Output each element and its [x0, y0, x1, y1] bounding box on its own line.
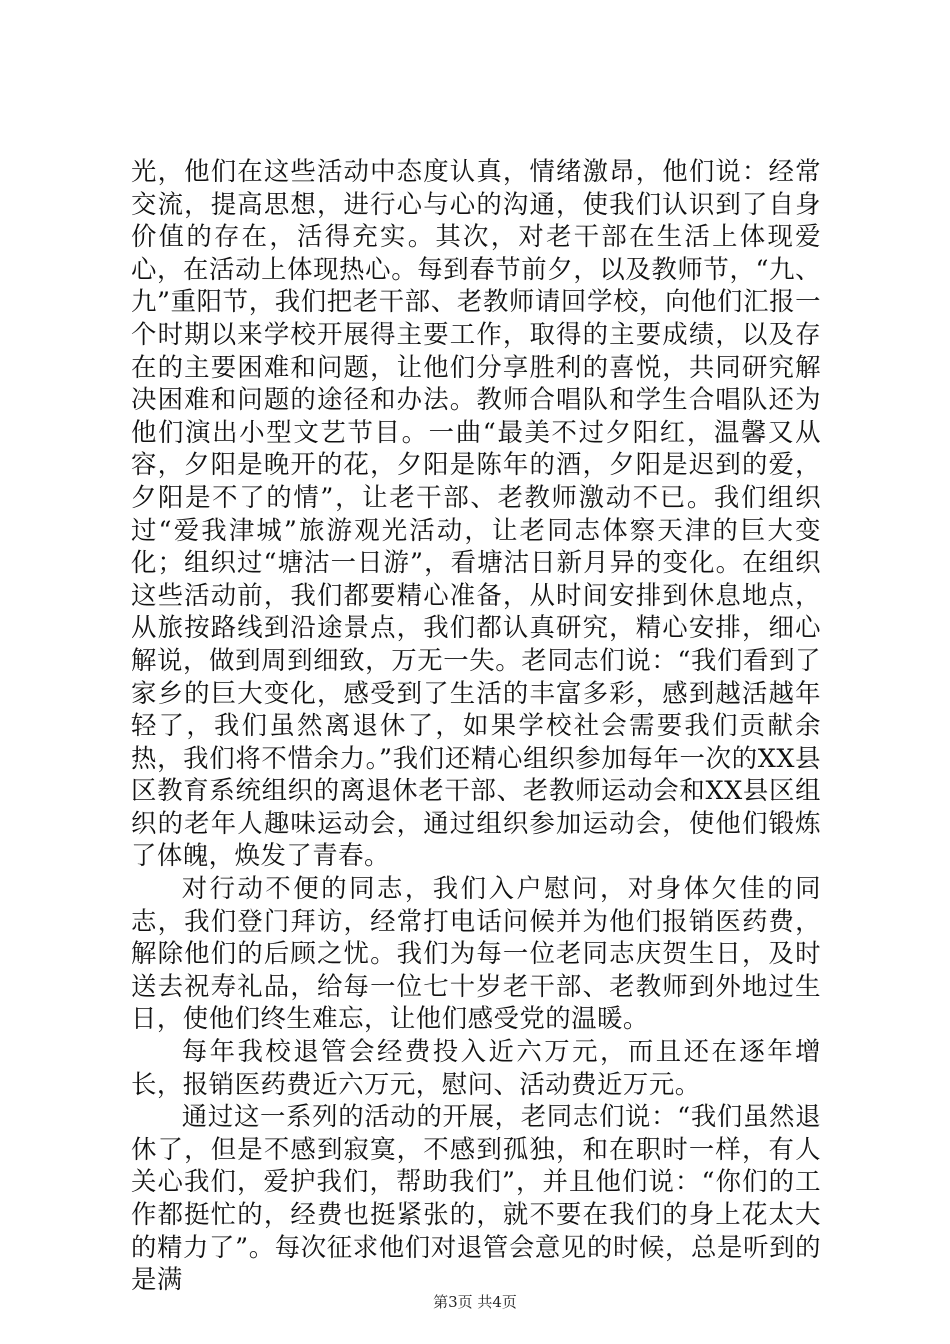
page-number-footer: 第3页 共4页: [433, 1293, 517, 1311]
paragraph-4: 通过这一系列的活动的开展，老同志们说：“我们虽然退休了，但是不感到寂寞，不感到孤独，和在职时一样，有人关心我们，爱护我们，帮助我们”，并且他们说：“你们的工作都挺忙的，经费也挺紧张的，就不要在我们的身上花太大的精力了”。每次征求他们对退管会意见的时候，总是听到的是满: [131, 1101, 821, 1295]
document-body: [131, 155, 821, 1296]
paragraph-1: 光，他们在这些活动中态度认真，情绪激昂，他们说：经常交流，提高思想，进行心与心的沟通，使我们认识到了自身价值的存在，活得充实。其次，对老干部在生活上体现爱心，在活动上体现热心。每到春节前夕，以及教师节，“九、九”重阳节，我们把老干部、老教师请回学校，向他们汇报一个时期以来学校开展得主要工作，取得的主要成绩，以及存在的主要困难和问题，让他们分享胜利的喜悦，共同研究解决困难和问题的途径和办法。教师合唱队和学生合唱队还为他们演出小型文艺节目。一曲“最美不过夕阳红，温馨又从容，夕阳是晚开的花，夕阳是陈年的酒，夕阳是迟到的爱，夕阳是不了的情”，让老干部、老教师激动不已。我们组织过“爱我津城”旅游观光活动，让老同志体察天津的巨大变化；组织过“塘沽一日游”，看塘沽日新月异的变化。在组织这些活动前，我们都要精心准备，从时间安排到休息地点，从旅按路线到沿途景点，我们都认真研究，精心安排，细心解说，做到周到细致，万无一失。老同志们说：“我们看到了家乡的巨大变化，感受到了生活的丰富多彩，感到越活越年轻了，我们虽然离退休了，如果学校社会需要我们贡献余热，我们将不惜余力。”我们还精心组织参加每年一次的XX县区教育系统组织的离退休老干部、老教师运动会和XX县区组织的老年人趣味运动会，通过组织参加运动会，使他们锻炼了体魄，焕发了青春。: [131, 156, 821, 871]
paragraph-3: 每年我校退管会经费投入近六万元，而且还在逐年增长，报销医药费近六万元，慰问、活动费近万元。: [131, 1036, 821, 1099]
paragraph-2: 对行动不便的同志，我们入户慰问，对身体欠佳的同志，我们登门拜访，经常打电话问候并为他们报销医药费，解除他们的后顾之忧。我们为每一位老同志庆贺生日，及时送去祝寿礼品，给每一位七十岁老干部、老教师到外地过生日，使他们终生难忘，让他们感受党的温暖。: [131, 873, 821, 1034]
